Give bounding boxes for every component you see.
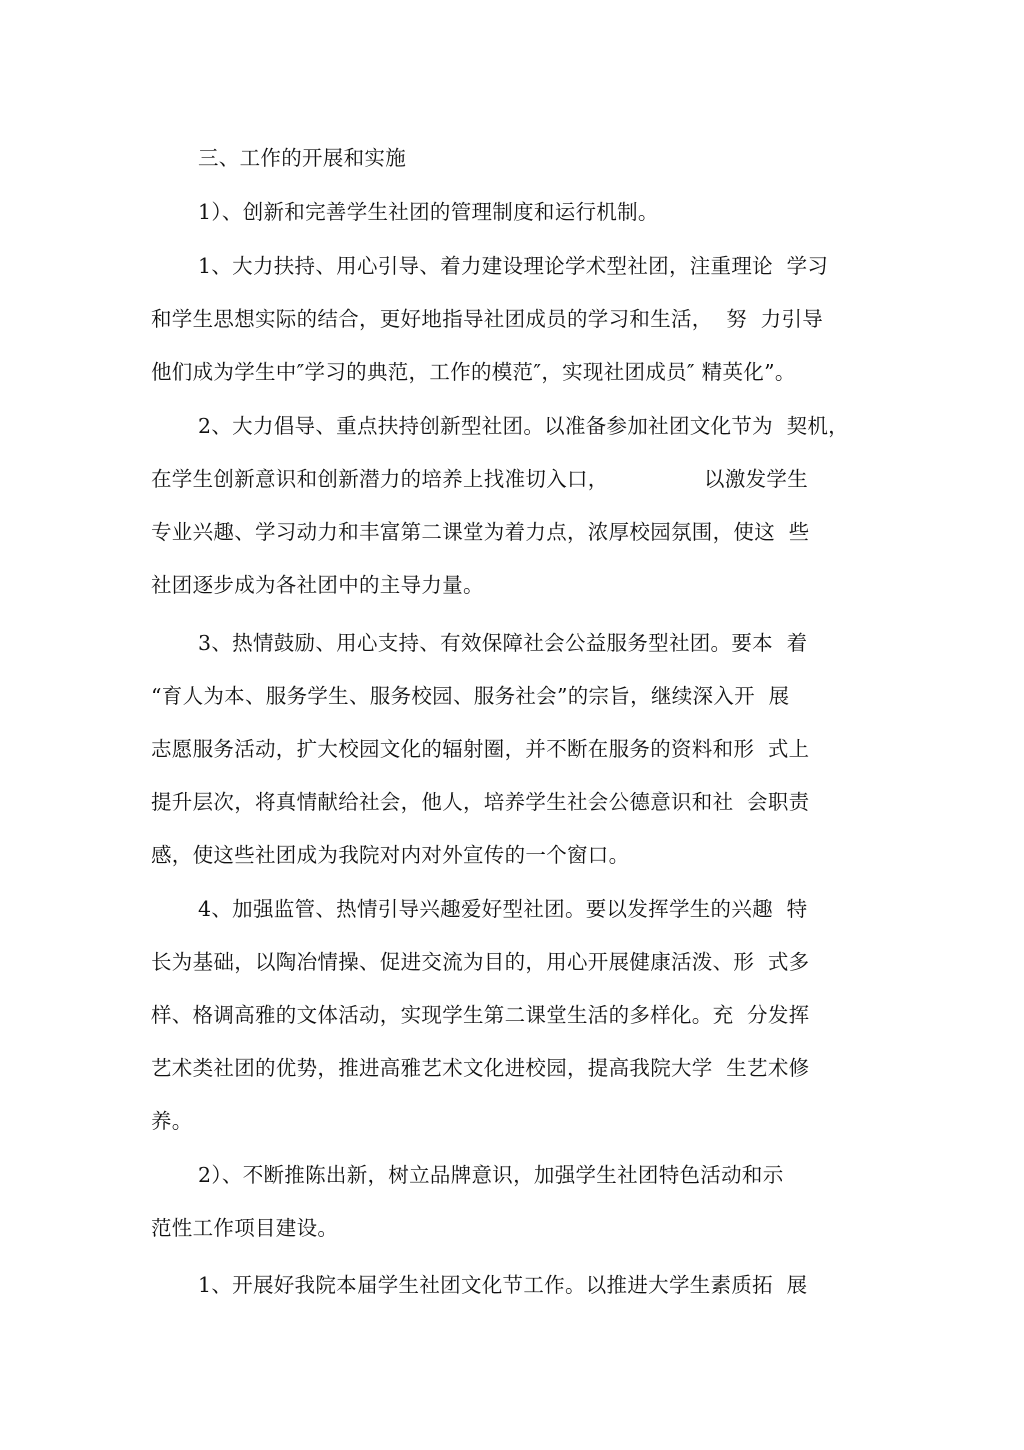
- paragraph-line: 专业兴趣、学习动力和丰富第二课堂为着力点，浓厚校园氛围，使这 些: [151, 520, 810, 544]
- paragraph-line: 1、开展好我院本届学生社团文化节工作。以推进大学生素质拓 展: [198, 1273, 808, 1297]
- paragraph-line: 4、加强监管、热情引导兴趣爱好型社团。要以发挥学生的兴趣 特: [198, 897, 808, 921]
- paragraph-line: 范性工作项目建设。: [151, 1216, 339, 1240]
- paragraph-line: 在学生创新意识和创新潜力的培养上找准切入口， 以激发学生: [151, 467, 809, 491]
- paragraph-line: “育人为本、服务学生、服务校园、服务社会”的宗旨，继续深入开 展: [151, 684, 790, 708]
- paragraph-line: 2、大力倡导、重点扶持创新型社团。以准备参加社团文化节为 契机，: [198, 414, 849, 438]
- paragraph-line: 感，使这些社团成为我院对内对外宣传的一个窗口。: [151, 843, 630, 867]
- paragraph-line: 样、格调高雅的文体活动，实现学生第二课堂生活的多样化。充 分发挥: [151, 1003, 810, 1027]
- paragraph-line: 长为基础，以陶冶情操、促进交流为目的，用心开展健康活泼、形 式多: [151, 950, 810, 974]
- paragraph-line: 社团逐步成为各社团中的主导力量。: [151, 573, 484, 597]
- paragraph-line: 志愿服务活动，扩大校园文化的辐射圈，并不断在服务的资料和形 式上: [151, 737, 810, 761]
- paragraph-line: 提升层次，将真情献给社会，他人，培养学生社会公德意识和社 会职责: [151, 790, 810, 814]
- paragraph-line: 1、大力扶持、用心引导、着力建设理论学术型社团，注重理论 学习: [198, 254, 829, 278]
- paragraph-line: 艺术类社团的优势，推进高雅艺术文化进校园，提高我院大学 生艺术修: [151, 1056, 810, 1080]
- section-heading: 三、工作的开展和实施: [198, 146, 406, 170]
- paragraph-line: 养。: [151, 1109, 193, 1133]
- paragraph-line: 3、热情鼓励、用心支持、有效保障社会公益服务型社团。要本 着: [198, 631, 808, 655]
- subsection-heading-1: 1）、创新和完善学生社团的管理制度和运行机制。: [198, 200, 659, 224]
- paragraph-line: 他们成为学生中″学习的典范，工作的模范″，实现社团成员″ 精英化”。: [151, 360, 796, 384]
- paragraph-line: 和学生思想实际的结合，更好地指导社团成员的学习和生活， 努 力引导: [151, 307, 824, 331]
- subsection-heading-2: 2）、不断推陈出新，树立品牌意识，加强学生社团特色活动和示: [198, 1163, 784, 1187]
